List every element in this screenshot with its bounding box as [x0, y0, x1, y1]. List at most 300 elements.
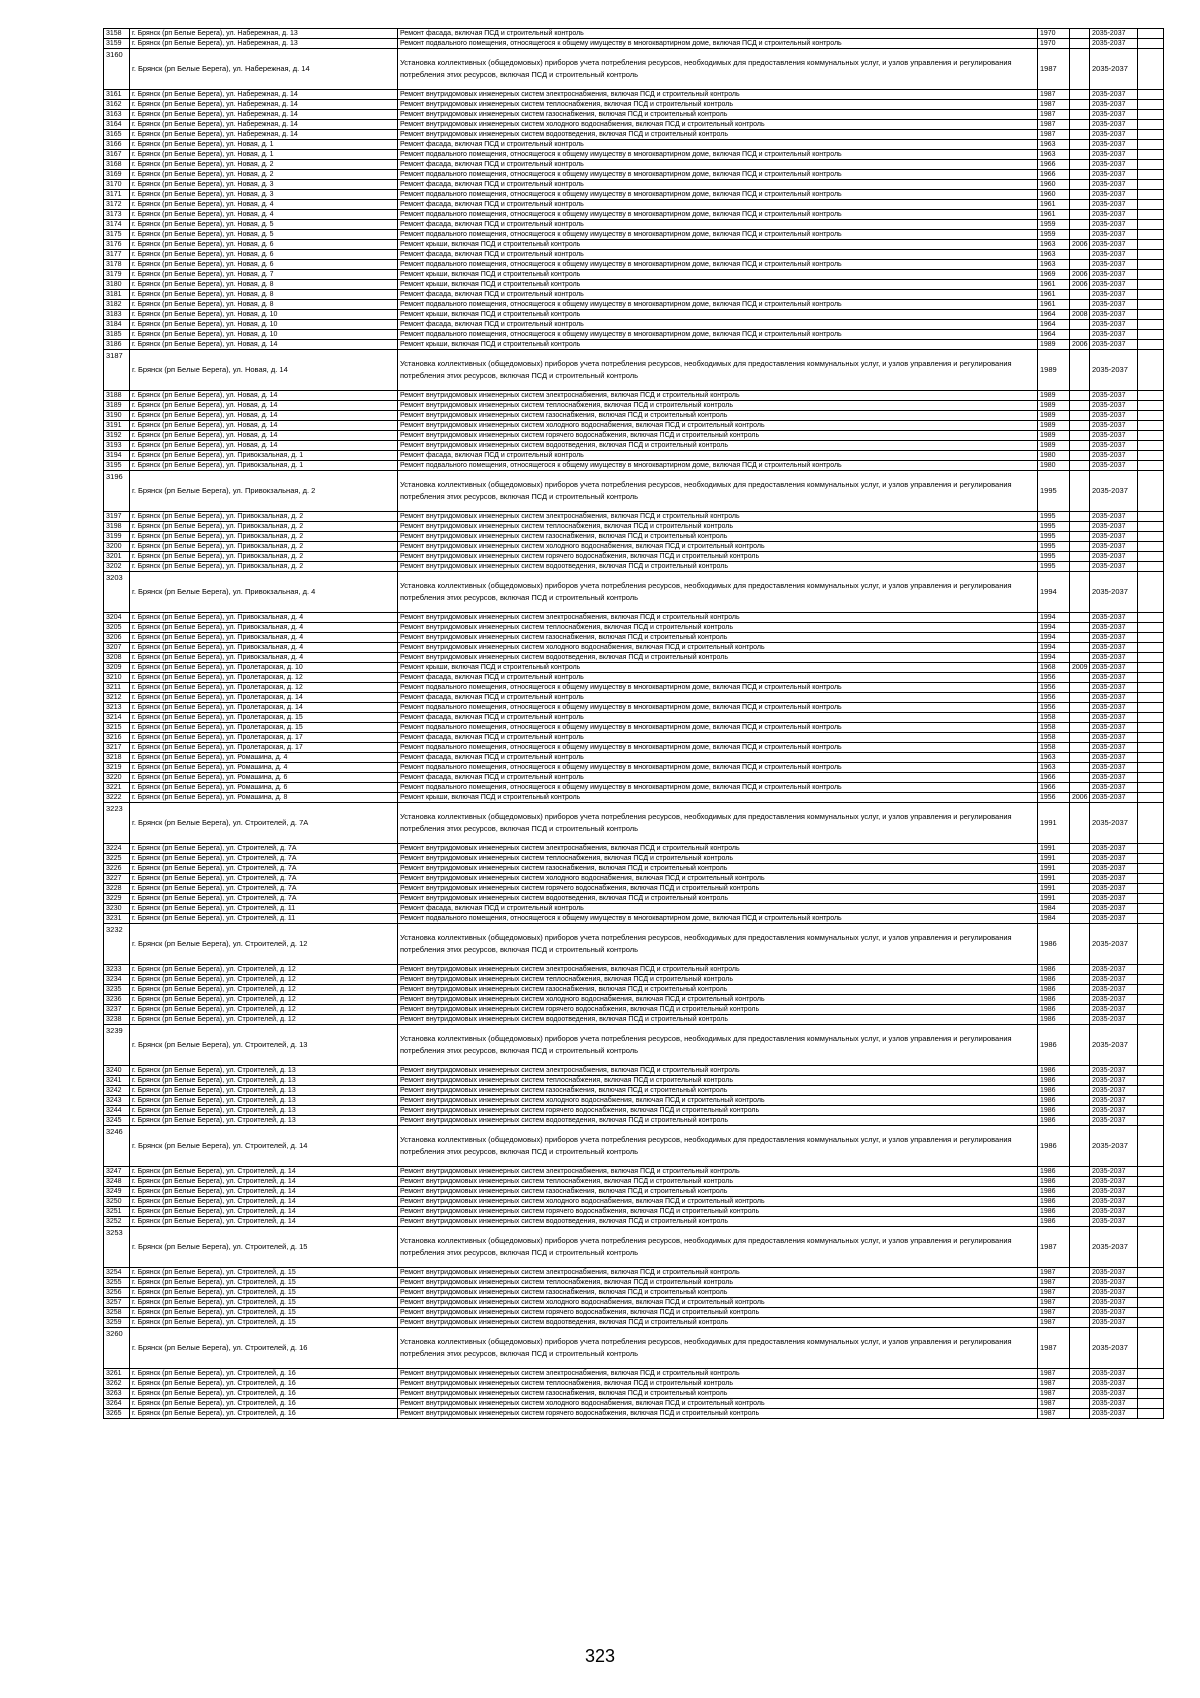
row-number: 3238 [104, 1015, 130, 1025]
table-row [104, 1177, 1164, 1187]
row-number: 3204 [104, 613, 130, 623]
build-year-cell: 1961 [1038, 290, 1070, 300]
planned-period-cell: 2035-2037 [1090, 733, 1138, 743]
build-year-cell: 1959 [1038, 230, 1070, 240]
address-cell: г. Брянск (рп Белые Берега), ул. Пролетарская, д. 17 [130, 743, 398, 753]
empty-cell [1138, 653, 1164, 663]
build-year-cell: 1970 [1038, 39, 1070, 49]
build-year-cell: 1986 [1038, 1197, 1070, 1207]
planned-period-cell: 2035-2037 [1090, 894, 1138, 904]
address-cell: г. Брянск (рп Белые Берега), ул. Пролетарская, д. 15 [130, 723, 398, 733]
build-year-cell: 1987 [1038, 90, 1070, 100]
address-cell: г. Брянск (рп Белые Берега), ул. Ромашина, д. 4 [130, 753, 398, 763]
planned-period-cell: 2035-2037 [1090, 985, 1138, 995]
build-year-cell: 1986 [1038, 1167, 1070, 1177]
last-repair-year-cell [1070, 1076, 1090, 1086]
build-year-cell: 1986 [1038, 1217, 1070, 1227]
build-year-cell: 1964 [1038, 320, 1070, 330]
row-number: 3257 [104, 1298, 130, 1308]
work-type-cell: Установка коллективных (общедомовых) приборов учета потребления ресурсов, необходимых для предоставления коммунальных услуг, и узлов управления и регулирования потребления этих ресурсов, включая ПСД и строительный контроль [398, 471, 1038, 512]
empty-cell [1138, 995, 1164, 1005]
work-type-cell: Ремонт внутридомовых инженерных систем водоотведения, включая ПСД и строительный контроль [398, 894, 1038, 904]
row-number: 3192 [104, 431, 130, 441]
empty-cell [1138, 904, 1164, 914]
empty-cell [1138, 844, 1164, 854]
build-year-cell: 1987 [1038, 100, 1070, 110]
last-repair-year-cell [1070, 1086, 1090, 1096]
table-row [104, 1187, 1164, 1197]
row-number: 3178 [104, 260, 130, 270]
table-row [104, 653, 1164, 663]
address-cell: г. Брянск (рп Белые Берега), ул. Набережная, д. 14 [130, 100, 398, 110]
empty-cell [1138, 1399, 1164, 1409]
table-row [104, 120, 1164, 130]
row-number: 3232 [104, 924, 130, 965]
build-year-cell: 1986 [1038, 995, 1070, 1005]
row-number: 3197 [104, 512, 130, 522]
row-number: 3214 [104, 713, 130, 723]
planned-period-cell: 2035-2037 [1090, 49, 1138, 90]
last-repair-year-cell [1070, 220, 1090, 230]
row-number: 3217 [104, 743, 130, 753]
last-repair-year-cell [1070, 1187, 1090, 1197]
repair-schedule-table [103, 28, 1164, 1419]
planned-period-cell: 2035-2037 [1090, 753, 1138, 763]
empty-cell [1138, 90, 1164, 100]
last-repair-year-cell [1070, 532, 1090, 542]
planned-period-cell: 2035-2037 [1090, 763, 1138, 773]
empty-cell [1138, 1217, 1164, 1227]
address-cell: г. Брянск (рп Белые Берега), ул. Привокзальная, д. 4 [130, 613, 398, 623]
address-cell: г. Брянск (рп Белые Берега), ул. Новая, д. 10 [130, 310, 398, 320]
table-row [104, 975, 1164, 985]
row-number: 3218 [104, 753, 130, 763]
work-type-cell: Ремонт внутридомовых инженерных систем холодного водоснабжения, включая ПСД и строительный контроль [398, 120, 1038, 130]
table-row [104, 683, 1164, 693]
last-repair-year-cell: 2006 [1070, 280, 1090, 290]
address-cell: г. Брянск (рп Белые Берега), ул. Привокзальная, д. 4 [130, 653, 398, 663]
empty-cell [1138, 210, 1164, 220]
table-row [104, 673, 1164, 683]
address-cell: г. Брянск (рп Белые Берега), ул. Строителей, д. 13 [130, 1116, 398, 1126]
work-type-cell: Ремонт внутридомовых инженерных систем водоотведения, включая ПСД и строительный контроль [398, 1015, 1038, 1025]
empty-cell [1138, 401, 1164, 411]
work-type-cell: Ремонт фасада, включая ПСД и строительный контроль [398, 290, 1038, 300]
work-type-cell: Ремонт внутридомовых инженерных систем газоснабжения, включая ПСД и строительный контроль [398, 864, 1038, 874]
build-year-cell: 1995 [1038, 532, 1070, 542]
work-type-cell: Ремонт подвального помещения, относящегося к общему имуществу в многоквартирном доме, включая ПСД и строительный контроль [398, 461, 1038, 471]
table-row [104, 763, 1164, 773]
build-year-cell: 1961 [1038, 200, 1070, 210]
row-number: 3182 [104, 300, 130, 310]
last-repair-year-cell [1070, 1116, 1090, 1126]
row-number: 3189 [104, 401, 130, 411]
empty-cell [1138, 572, 1164, 613]
row-number: 3245 [104, 1116, 130, 1126]
last-repair-year-cell [1070, 411, 1090, 421]
last-repair-year-cell [1070, 683, 1090, 693]
work-type-cell: Ремонт фасада, включая ПСД и строительный контроль [398, 29, 1038, 39]
row-number: 3230 [104, 904, 130, 914]
row-number: 3199 [104, 532, 130, 542]
table-row [104, 793, 1164, 803]
build-year-cell: 1987 [1038, 1308, 1070, 1318]
planned-period-cell: 2035-2037 [1090, 693, 1138, 703]
build-year-cell: 1966 [1038, 783, 1070, 793]
last-repair-year-cell [1070, 1268, 1090, 1278]
row-number: 3198 [104, 522, 130, 532]
row-number: 3169 [104, 170, 130, 180]
planned-period-cell: 2035-2037 [1090, 803, 1138, 844]
empty-cell [1138, 743, 1164, 753]
row-number: 3173 [104, 210, 130, 220]
address-cell: г. Брянск (рп Белые Берега), ул. Строителей, д. 14 [130, 1167, 398, 1177]
planned-period-cell: 2035-2037 [1090, 1268, 1138, 1278]
row-number: 3193 [104, 441, 130, 451]
planned-period-cell: 2035-2037 [1090, 512, 1138, 522]
build-year-cell: 1991 [1038, 894, 1070, 904]
build-year-cell: 1984 [1038, 904, 1070, 914]
table-row [104, 1308, 1164, 1318]
work-type-cell: Ремонт фасада, включая ПСД и строительный контроль [398, 250, 1038, 260]
planned-period-cell: 2035-2037 [1090, 673, 1138, 683]
address-cell: г. Брянск (рп Белые Берега), ул. Строителей, д. 16 [130, 1409, 398, 1419]
build-year-cell: 1986 [1038, 924, 1070, 965]
table-row [104, 1389, 1164, 1399]
row-number: 3227 [104, 874, 130, 884]
empty-cell [1138, 1106, 1164, 1116]
work-type-cell: Установка коллективных (общедомовых) приборов учета потребления ресурсов, необходимых для предоставления коммунальных услуг, и узлов управления и регулирования потребления этих ресурсов, включая ПСД и строительный контроль [398, 1227, 1038, 1268]
table-row [104, 1399, 1164, 1409]
row-number: 3246 [104, 1126, 130, 1167]
last-repair-year-cell [1070, 1096, 1090, 1106]
table-row [104, 723, 1164, 733]
address-cell: г. Брянск (рп Белые Берега), ул. Привокзальная, д. 1 [130, 451, 398, 461]
work-type-cell: Ремонт внутридомовых инженерных систем газоснабжения, включая ПСД и строительный контроль [398, 1187, 1038, 1197]
build-year-cell: 1956 [1038, 703, 1070, 713]
row-number: 3185 [104, 330, 130, 340]
work-type-cell: Ремонт внутридомовых инженерных систем электроснабжения, включая ПСД и строительный контроль [398, 512, 1038, 522]
planned-period-cell: 2035-2037 [1090, 401, 1138, 411]
table-row [104, 924, 1164, 965]
last-repair-year-cell [1070, 1278, 1090, 1288]
build-year-cell: 1991 [1038, 874, 1070, 884]
address-cell: г. Брянск (рп Белые Берега), ул. Строителей, д. 12 [130, 995, 398, 1005]
address-cell: г. Брянск (рп Белые Берега), ул. Новая, д. 6 [130, 240, 398, 250]
last-repair-year-cell [1070, 391, 1090, 401]
row-number: 3241 [104, 1076, 130, 1086]
empty-cell [1138, 240, 1164, 250]
table-row [104, 220, 1164, 230]
empty-cell [1138, 723, 1164, 733]
build-year-cell: 1995 [1038, 512, 1070, 522]
work-type-cell: Ремонт фасада, включая ПСД и строительный контроль [398, 451, 1038, 461]
build-year-cell: 1995 [1038, 562, 1070, 572]
table-row [104, 1005, 1164, 1015]
last-repair-year-cell [1070, 110, 1090, 120]
last-repair-year-cell [1070, 200, 1090, 210]
address-cell: г. Брянск (рп Белые Берега), ул. Набережная, д. 14 [130, 110, 398, 120]
last-repair-year-cell [1070, 170, 1090, 180]
build-year-cell: 1989 [1038, 411, 1070, 421]
work-type-cell: Ремонт фасада, включая ПСД и строительный контроль [398, 773, 1038, 783]
last-repair-year-cell [1070, 1308, 1090, 1318]
empty-cell [1138, 1318, 1164, 1328]
build-year-cell: 1987 [1038, 1288, 1070, 1298]
planned-period-cell: 2035-2037 [1090, 130, 1138, 140]
table-row [104, 643, 1164, 653]
table-row [104, 884, 1164, 894]
empty-cell [1138, 29, 1164, 39]
table-row [104, 844, 1164, 854]
planned-period-cell: 2035-2037 [1090, 140, 1138, 150]
last-repair-year-cell [1070, 693, 1090, 703]
table-row [104, 461, 1164, 471]
address-cell: г. Брянск (рп Белые Берега), ул. Строителей, д. 13 [130, 1066, 398, 1076]
build-year-cell: 1987 [1038, 1369, 1070, 1379]
planned-period-cell: 2035-2037 [1090, 1197, 1138, 1207]
address-cell: г. Брянск (рп Белые Берега), ул. Новая, д. 8 [130, 290, 398, 300]
work-type-cell: Ремонт внутридомовых инженерных систем горячего водоснабжения, включая ПСД и строительный контроль [398, 431, 1038, 441]
empty-cell [1138, 975, 1164, 985]
empty-cell [1138, 773, 1164, 783]
work-type-cell: Ремонт внутридомовых инженерных систем водоотведения, включая ПСД и строительный контроль [398, 130, 1038, 140]
row-number: 3264 [104, 1399, 130, 1409]
row-number: 3186 [104, 340, 130, 350]
address-cell: г. Брянск (рп Белые Берега), ул. Строителей, д. 13 [130, 1096, 398, 1106]
empty-cell [1138, 1025, 1164, 1066]
table-row [104, 965, 1164, 975]
row-number: 3203 [104, 572, 130, 613]
work-type-cell: Ремонт фасада, включая ПСД и строительный контроль [398, 733, 1038, 743]
planned-period-cell: 2035-2037 [1090, 965, 1138, 975]
build-year-cell: 1986 [1038, 1015, 1070, 1025]
row-number: 3166 [104, 140, 130, 150]
build-year-cell: 1956 [1038, 693, 1070, 703]
row-number: 3215 [104, 723, 130, 733]
last-repair-year-cell [1070, 703, 1090, 713]
row-number: 3176 [104, 240, 130, 250]
table-row [104, 753, 1164, 763]
row-number: 3179 [104, 270, 130, 280]
table-row [104, 1409, 1164, 1419]
address-cell: г. Брянск (рп Белые Берега), ул. Привокзальная, д. 1 [130, 461, 398, 471]
planned-period-cell: 2035-2037 [1090, 884, 1138, 894]
work-type-cell: Ремонт фасада, включая ПСД и строительный контроль [398, 904, 1038, 914]
address-cell: г. Брянск (рп Белые Берега), ул. Новая, д. 8 [130, 280, 398, 290]
table-row [104, 100, 1164, 110]
planned-period-cell: 2035-2037 [1090, 1126, 1138, 1167]
page-number: 323 [584, 1646, 616, 1666]
empty-cell [1138, 1278, 1164, 1288]
table-row [104, 904, 1164, 914]
work-type-cell: Ремонт фасада, включая ПСД и строительный контроль [398, 753, 1038, 763]
planned-period-cell: 2035-2037 [1090, 471, 1138, 512]
table-row [104, 1106, 1164, 1116]
build-year-cell: 1986 [1038, 1207, 1070, 1217]
last-repair-year-cell [1070, 914, 1090, 924]
work-type-cell: Ремонт подвального помещения, относящегося к общему имуществу в многоквартирном доме, включая ПСД и строительный контроль [398, 763, 1038, 773]
work-type-cell: Ремонт крыши, включая ПСД и строительный контроль [398, 270, 1038, 280]
row-number: 3228 [104, 884, 130, 894]
work-type-cell: Ремонт фасада, включая ПСД и строительный контроль [398, 160, 1038, 170]
work-type-cell: Ремонт внутридомовых инженерных систем холодного водоснабжения, включая ПСД и строительный контроль [398, 643, 1038, 653]
work-type-cell: Ремонт крыши, включая ПСД и строительный контроль [398, 663, 1038, 673]
planned-period-cell: 2035-2037 [1090, 1298, 1138, 1308]
work-type-cell: Ремонт фасада, включая ПСД и строительный контроль [398, 140, 1038, 150]
table-row [104, 985, 1164, 995]
table-row [104, 451, 1164, 461]
last-repair-year-cell [1070, 1197, 1090, 1207]
empty-cell [1138, 270, 1164, 280]
work-type-cell: Ремонт внутридомовых инженерных систем газоснабжения, включая ПСД и строительный контроль [398, 110, 1038, 120]
work-type-cell: Ремонт подвального помещения, относящегося к общему имуществу в многоквартирном доме, включая ПСД и строительный контроль [398, 330, 1038, 340]
address-cell: г. Брянск (рп Белые Берега), ул. Строителей, д. 14 [130, 1126, 398, 1167]
last-repair-year-cell [1070, 1015, 1090, 1025]
address-cell: г. Брянск (рп Белые Берега), ул. Привокзальная, д. 2 [130, 552, 398, 562]
empty-cell [1138, 150, 1164, 160]
row-number: 3187 [104, 350, 130, 391]
empty-cell [1138, 864, 1164, 874]
table-row [104, 613, 1164, 623]
planned-period-cell: 2035-2037 [1090, 743, 1138, 753]
address-cell: г. Брянск (рп Белые Берега), ул. Строителей, д. 7А [130, 844, 398, 854]
last-repair-year-cell [1070, 713, 1090, 723]
empty-cell [1138, 1227, 1164, 1268]
planned-period-cell: 2035-2037 [1090, 854, 1138, 864]
build-year-cell: 1968 [1038, 663, 1070, 673]
row-number: 3256 [104, 1288, 130, 1298]
planned-period-cell: 2035-2037 [1090, 663, 1138, 673]
table-row [104, 29, 1164, 39]
planned-period-cell: 2035-2037 [1090, 653, 1138, 663]
planned-period-cell: 2035-2037 [1090, 1066, 1138, 1076]
build-year-cell: 1995 [1038, 471, 1070, 512]
last-repair-year-cell [1070, 1369, 1090, 1379]
work-type-cell: Ремонт фасада, включая ПСД и строительный контроль [398, 200, 1038, 210]
address-cell: г. Брянск (рп Белые Берега), ул. Строителей, д. 7А [130, 884, 398, 894]
empty-cell [1138, 1096, 1164, 1106]
planned-period-cell: 2035-2037 [1090, 1207, 1138, 1217]
row-number: 3251 [104, 1207, 130, 1217]
work-type-cell: Ремонт внутридомовых инженерных систем электроснабжения, включая ПСД и строительный контроль [398, 1167, 1038, 1177]
empty-cell [1138, 633, 1164, 643]
build-year-cell: 1995 [1038, 522, 1070, 532]
build-year-cell: 1980 [1038, 451, 1070, 461]
table-row [104, 1379, 1164, 1389]
row-number: 3172 [104, 200, 130, 210]
empty-cell [1138, 391, 1164, 401]
address-cell: г. Брянск (рп Белые Берега), ул. Строителей, д. 7А [130, 803, 398, 844]
empty-cell [1138, 180, 1164, 190]
table-row [104, 391, 1164, 401]
last-repair-year-cell [1070, 743, 1090, 753]
table-row [104, 1126, 1164, 1167]
empty-cell [1138, 260, 1164, 270]
work-type-cell: Ремонт внутридомовых инженерных систем горячего водоснабжения, включая ПСД и строительный контроль [398, 1207, 1038, 1217]
address-cell: г. Брянск (рп Белые Берега), ул. Новая, д. 3 [130, 190, 398, 200]
planned-period-cell: 2035-2037 [1090, 1328, 1138, 1369]
row-number: 3219 [104, 763, 130, 773]
row-number: 3167 [104, 150, 130, 160]
work-type-cell: Ремонт внутридомовых инженерных систем холодного водоснабжения, включая ПСД и строительный контроль [398, 1197, 1038, 1207]
empty-cell [1138, 1389, 1164, 1399]
build-year-cell: 1958 [1038, 743, 1070, 753]
empty-cell [1138, 280, 1164, 290]
address-cell: г. Брянск (рп Белые Берега), ул. Строителей, д. 7А [130, 894, 398, 904]
last-repair-year-cell [1070, 1389, 1090, 1399]
address-cell: г. Брянск (рп Белые Берега), ул. Строителей, д. 15 [130, 1308, 398, 1318]
last-repair-year-cell [1070, 552, 1090, 562]
work-type-cell: Ремонт внутридомовых инженерных систем газоснабжения, включая ПСД и строительный контроль [398, 411, 1038, 421]
row-number: 3177 [104, 250, 130, 260]
work-type-cell: Ремонт внутридомовых инженерных систем теплоснабжения, включая ПСД и строительный контроль [398, 522, 1038, 532]
last-repair-year-cell [1070, 985, 1090, 995]
planned-period-cell: 2035-2037 [1090, 562, 1138, 572]
empty-cell [1138, 562, 1164, 572]
last-repair-year-cell [1070, 864, 1090, 874]
build-year-cell: 1991 [1038, 854, 1070, 864]
build-year-cell: 1989 [1038, 340, 1070, 350]
table-row [104, 783, 1164, 793]
row-number: 3242 [104, 1086, 130, 1096]
work-type-cell: Ремонт внутридомовых инженерных систем газоснабжения, включая ПСД и строительный контроль [398, 532, 1038, 542]
empty-cell [1138, 39, 1164, 49]
planned-period-cell: 2035-2037 [1090, 1217, 1138, 1227]
row-number: 3191 [104, 421, 130, 431]
row-number: 3224 [104, 844, 130, 854]
table-row [104, 260, 1164, 270]
last-repair-year-cell [1070, 623, 1090, 633]
build-year-cell: 1987 [1038, 1389, 1070, 1399]
address-cell: г. Брянск (рп Белые Берега), ул. Строителей, д. 16 [130, 1379, 398, 1389]
work-type-cell: Ремонт фасада, включая ПСД и строительный контроль [398, 673, 1038, 683]
empty-cell [1138, 1288, 1164, 1298]
empty-cell [1138, 290, 1164, 300]
last-repair-year-cell [1070, 874, 1090, 884]
address-cell: г. Брянск (рп Белые Берега), ул. Привокзальная, д. 4 [130, 633, 398, 643]
address-cell: г. Брянск (рп Белые Берега), ул. Набережная, д. 14 [130, 90, 398, 100]
planned-period-cell: 2035-2037 [1090, 643, 1138, 653]
build-year-cell: 1989 [1038, 431, 1070, 441]
address-cell: г. Брянск (рп Белые Берега), ул. Привокзальная, д. 2 [130, 542, 398, 552]
table-row [104, 441, 1164, 451]
empty-cell [1138, 763, 1164, 773]
empty-cell [1138, 693, 1164, 703]
build-year-cell: 1986 [1038, 975, 1070, 985]
row-number: 3202 [104, 562, 130, 572]
empty-cell [1138, 411, 1164, 421]
planned-period-cell: 2035-2037 [1090, 461, 1138, 471]
planned-period-cell: 2035-2037 [1090, 391, 1138, 401]
empty-cell [1138, 421, 1164, 431]
row-number: 3174 [104, 220, 130, 230]
row-number: 3252 [104, 1217, 130, 1227]
work-type-cell: Ремонт подвального помещения, относящегося к общему имуществу в многоквартирном доме, включая ПСД и строительный контроль [398, 300, 1038, 310]
work-type-cell: Ремонт подвального помещения, относящегося к общему имуществу в многоквартирном доме, включая ПСД и строительный контроль [398, 39, 1038, 49]
planned-period-cell: 2035-2037 [1090, 160, 1138, 170]
empty-cell [1138, 1328, 1164, 1369]
last-repair-year-cell [1070, 471, 1090, 512]
empty-cell [1138, 250, 1164, 260]
table-row [104, 1025, 1164, 1066]
table-row [104, 803, 1164, 844]
work-type-cell: Ремонт внутридомовых инженерных систем водоотведения, включая ПСД и строительный контроль [398, 441, 1038, 451]
table-row [104, 995, 1164, 1005]
empty-cell [1138, 461, 1164, 471]
last-repair-year-cell [1070, 120, 1090, 130]
last-repair-year-cell [1070, 894, 1090, 904]
